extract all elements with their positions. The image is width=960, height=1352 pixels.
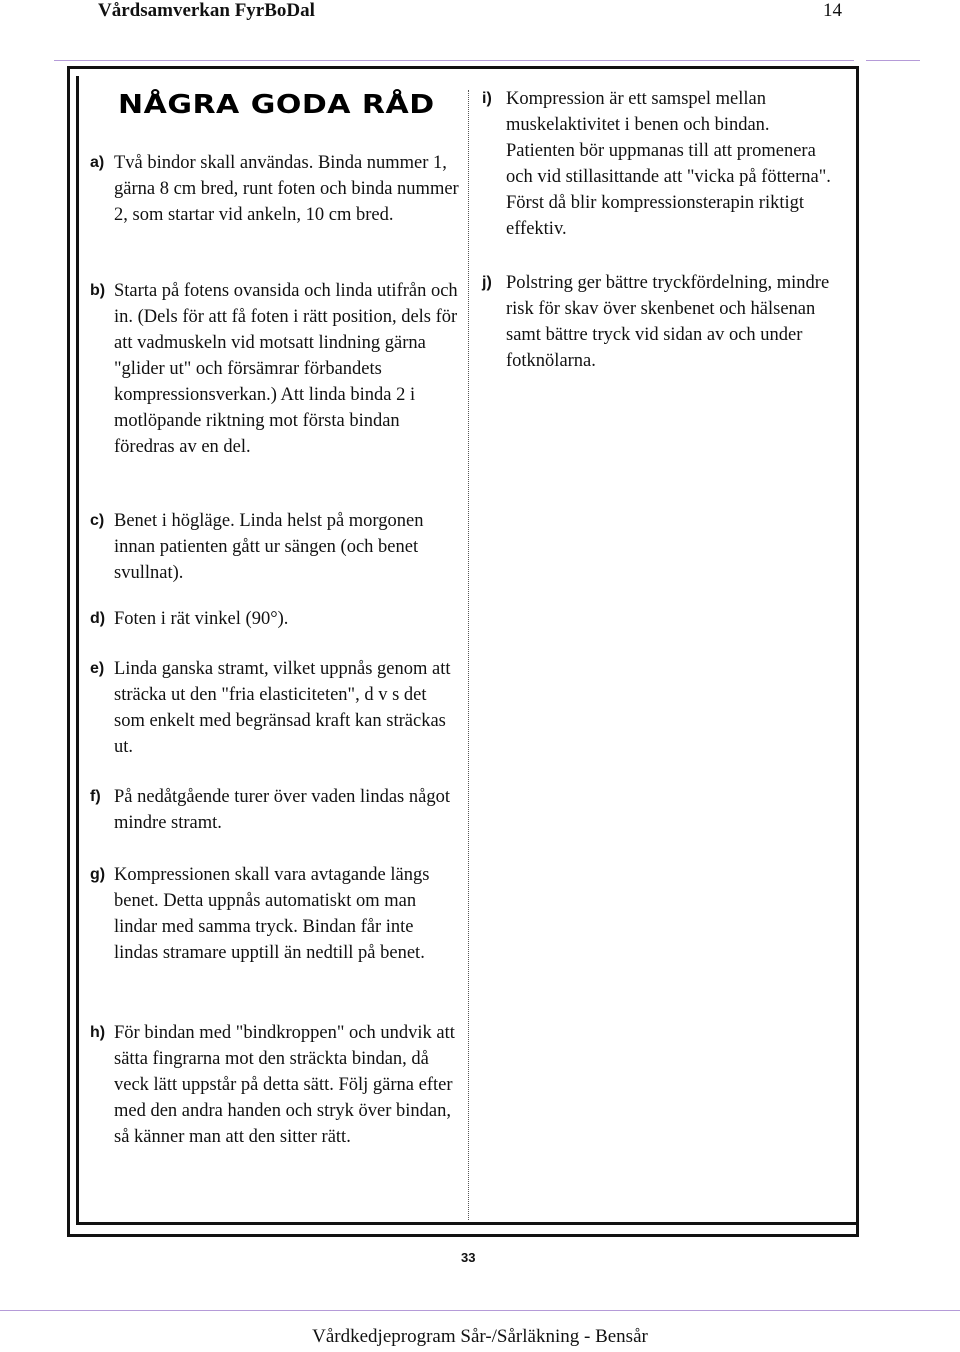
advice-item-text: Linda ganska stramt, vilket uppnås genom att sträcka ut den "fria elasticiteten", d v s det som enkelt med begränsad kraft kan sträckas ut. (114, 659, 451, 757)
advice-item-text: Starta på fotens ovansida och linda utifrån och in. (Dels för att få foten i rätt position, dels för att vadmuskeln vid motsatt lindning gärna "glider ut" och försämrar förbandets kompressionsverkan.) Att linda binda 2 i motlöpande riktning mot första bindan föredras av en del. (114, 281, 458, 457)
advice-item-label: j) (482, 274, 492, 291)
advice-item-text: Benet i högläge. Linda helst på morgonen innan patienten gått ur sängen (och benet svullnat). (114, 511, 424, 583)
advice-item-text: Två bindor skall användas. Binda nummer 1, gärna 8 cm bred, runt foten och binda nummer 2, som startar vid ankeln, 10 cm bred. (114, 153, 459, 225)
footer-rule (0, 1310, 960, 1311)
advice-item-d (90, 606, 460, 632)
box-title: NÅGRA GODA RÅD (118, 90, 435, 120)
advice-box-bottom-line (67, 1236, 859, 1237)
running-header-title: Vårdsamverkan FyrBoDal (98, 0, 315, 21)
advice-item-c (90, 508, 460, 586)
advice-item-text: På nedåtgående turer över vaden lindas något mindre stramt. (114, 787, 450, 833)
advice-item-h (90, 1020, 460, 1150)
advice-item-label: h) (90, 1024, 106, 1041)
advice-item-label: e) (90, 660, 105, 677)
header-rule-right (866, 60, 920, 61)
advice-item-j (482, 270, 842, 374)
column-divider (468, 90, 469, 1220)
advice-item-label: f) (90, 788, 101, 805)
advice-item-text: Polstring ger bättre tryckfördelning, mindre risk för skav över skenbenet och hälsenan samt bättre tryck vid sidan av och under fotknölarna. (506, 273, 830, 371)
inner-page-number: 33 (461, 1250, 476, 1265)
advice-box-inner-bottom-edge (76, 1222, 859, 1225)
advice-item-label: i) (482, 90, 492, 107)
advice-item-g (90, 862, 460, 966)
advice-item-a (90, 150, 460, 228)
advice-item-label: d) (90, 610, 106, 627)
advice-item-i (482, 86, 842, 242)
running-header-page-number: 14 (823, 0, 842, 21)
advice-item-e (90, 656, 460, 760)
advice-item-label: b) (90, 282, 106, 299)
advice-item-b (90, 278, 460, 460)
advice-item-text: För bindan med "bindkroppen" och undvik att sätta fingrarna mot den sträckta bindan, då veck lätt uppstår på detta sätt. Följ gärna efter med den andra handen och stryk över bindan, så känner man att den sitter rätt. (114, 1023, 455, 1147)
advice-item-label: g) (90, 866, 106, 883)
advice-item-label: c) (90, 512, 105, 529)
advice-item-label: a) (90, 154, 105, 171)
advice-item-text: Foten i rät vinkel (90°). (114, 609, 289, 629)
advice-box-inner-left-edge (76, 76, 79, 1224)
advice-item-f (90, 784, 460, 836)
advice-item-text: Kompressionen skall vara avtagande längs benet. Detta uppnås automatiskt om man lindar med samma tryck. Bindan får inte lindas stramare upptill än nedtill på benet. (114, 865, 430, 963)
footer-text: Vårdkedjeprogram Sår-/Sårläkning - Bensår (312, 1326, 648, 1347)
header-rule-left (54, 60, 854, 61)
advice-item-text: Kompression är ett samspel mellan muskelaktivitet i benen och bindan. Patienten bör uppmanas till att promenera och vid stillasittande att "vicka på fötterna". Först då blir kompressionsterapin riktigt effektiv. (506, 89, 831, 239)
